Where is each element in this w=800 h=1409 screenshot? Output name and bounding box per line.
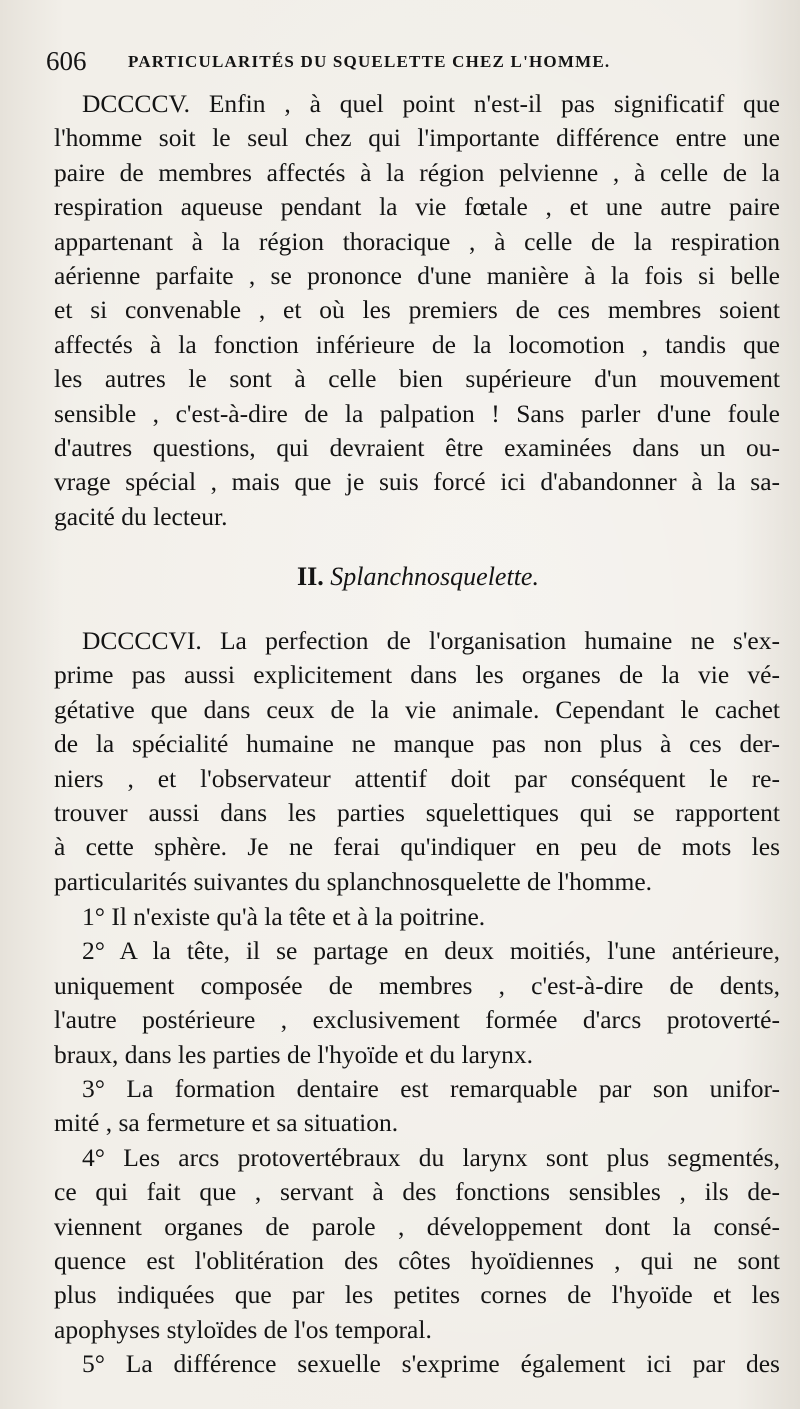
- list-item: [54, 1347, 780, 1381]
- text-line: d'autres questions, qui devraient être examinées dans un ou-: [54, 432, 780, 462]
- text-line: affectés à la fonction inférieure de la locomotion , tandis que: [54, 329, 780, 359]
- text-line: respiration aqueuse pendant la vie fœtale , et une autre paire: [54, 192, 780, 222]
- text-line: quence est l'oblitération des côtes hyoïdiennes , qui ne sont: [54, 1245, 780, 1275]
- running-head: PARTICULARITÉS DU SQUELETTE CHEZ L'HOMME.: [128, 52, 611, 71]
- text-line: paire de membres affectés à la région pelvienne , à celle de la: [54, 157, 780, 187]
- paragraph-dcccv: [54, 87, 780, 534]
- text-line: à cette sphère. Je ne ferai qu'indiquer en peu de mots les: [54, 832, 780, 862]
- text-line: 2° A la tête, il se partage en deux moitiés, l'une antérieure,: [82, 936, 780, 966]
- text-line: gétative que dans ceux de la vie animale. Cependant le cachet: [54, 694, 780, 724]
- text-line: uniquement composée de membres , c'est-à-dire de dents,: [54, 970, 780, 1000]
- text-line: braux, dans les parties de l'hyoïde et du larynx.: [54, 1039, 534, 1069]
- text-line: plus indiquées que par les petites cornes de l'hyoïde et les: [54, 1280, 780, 1310]
- list-item: [54, 934, 780, 1072]
- section-number: II.: [297, 562, 324, 591]
- page-header: [46, 44, 766, 78]
- section-heading: [0, 560, 800, 594]
- text-line: ce qui fait que , servant à des fonctions sensibles , ils de-: [54, 1177, 780, 1207]
- text-line: viennent organes de parole , développement dont la consé-: [54, 1211, 780, 1241]
- text-line: de la spécialité humaine ne manque pas non plus à ces der-: [54, 729, 780, 759]
- text-line: gacité du lecteur.: [54, 501, 228, 531]
- text-line: particularités suivantes du splanchnosquelette de l'homme.: [54, 866, 653, 896]
- text-line: prime pas aussi explicitement dans les organes de la vie vé-: [54, 660, 780, 690]
- text-line: DCCCCV. Enfin , à quel point n'est-il pas significatif que: [82, 89, 780, 118]
- text-line: trouver aussi dans les parties squelettiques qui se rapportent: [54, 797, 780, 827]
- paragraph-dcccvi: [54, 624, 780, 899]
- text-line: mité , sa fermeture et sa situation.: [54, 1108, 399, 1138]
- text-line: 1° Il n'existe qu'à la tête et à la poitrine.: [82, 902, 486, 931]
- text-line: sensible , c'est-à-dire de la palpation ! Sans parler d'une foule: [54, 398, 780, 428]
- text-line: l'autre postérieure , exclusivement formée d'arcs protoverté-: [54, 1005, 780, 1035]
- text-line: 3° La formation dentaire est remarquable par son unifor-: [82, 1073, 780, 1103]
- text-line: 5° La différence sexuelle s'exprime également ici par des: [82, 1349, 780, 1379]
- text-line: apophyses styloïdes de l'os temporal.: [54, 1314, 432, 1344]
- section-title: Splanchnosquelette.: [330, 562, 539, 591]
- text-line: appartenant à la région thoracique , à celle de la respiration: [54, 226, 780, 256]
- text-line: et si convenable , et où les premiers de ces membres soient: [54, 295, 780, 325]
- text-line: DCCCCVI. La perfection de l'organisation humaine ne s'ex-: [82, 626, 780, 655]
- text-line: 4° Les arcs protovertébraux du larynx sont plus segmentés,: [82, 1142, 780, 1172]
- text-line: l'homme soit le seul chez qui l'importante différence entre une: [54, 123, 780, 153]
- text-line: niers , et l'observateur attentif doit par conséquent le re-: [54, 763, 780, 793]
- page-number: 606: [46, 46, 87, 76]
- text-line: vrage spécial , mais que je suis forcé ici d'abandonner à la sa-: [54, 467, 780, 497]
- numbered-list: [54, 900, 780, 1381]
- list-item: [54, 1072, 780, 1141]
- text-line: les autres le sont à celle bien supérieure d'un mouvement: [54, 364, 780, 394]
- list-item: [54, 1141, 780, 1347]
- list-item: [54, 900, 780, 934]
- text-line: aérienne parfaite , se prononce d'une manière à la fois si belle: [54, 260, 780, 290]
